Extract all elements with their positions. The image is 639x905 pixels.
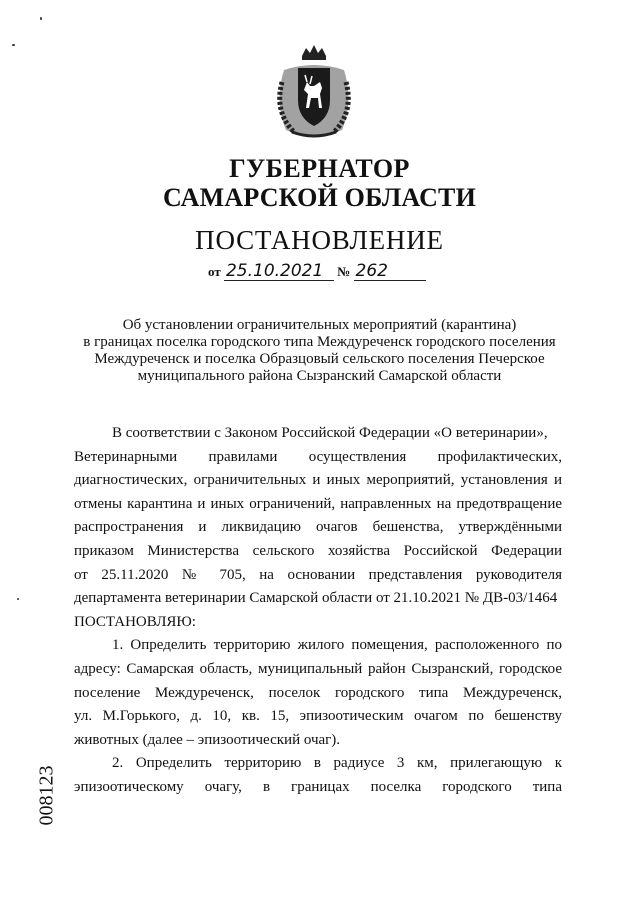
scan-speck [17, 598, 19, 600]
serial-number: 008123 [35, 765, 58, 826]
handwritten-number: 262 [354, 262, 426, 281]
body-line: 1. Определить территорию жилого помещения, расположенного по [112, 637, 562, 654]
body-line: животных (далее – эпизоотический очаг). [74, 731, 341, 748]
subject-line: Междуреченск и поселка Образцовый сельского поселения Печерское [94, 351, 545, 367]
body-line: поселение Междуреченск, поселок городского типа Междуреченск, [74, 684, 562, 701]
serial-number-stamp [32, 764, 62, 832]
handwritten-date: 25.10.2021 [224, 262, 334, 281]
body-line: Ветеринарными правилами осуществления профилактических, [74, 448, 562, 465]
subject-line: муниципального района Сызранский Самарской области [137, 368, 502, 384]
number-label: № [337, 264, 351, 279]
from-label: от [208, 264, 221, 279]
body-line: В соответствии с Законом Российской Федерации «О ветеринарии», [112, 425, 548, 441]
body-line: эпизоотическому очагу, в границах поселка городского типа [74, 778, 562, 795]
document-subject [60, 317, 579, 385]
body-line: приказом Министерства сельского хозяйства Российской Федерации [74, 542, 562, 559]
body-line: от 25.11.2020 № 705, на основании представления руководителя [74, 566, 562, 583]
body-line: распространения и ликвидацию очагов бешенства, утверждёнными [74, 519, 562, 536]
document-body [74, 422, 562, 800]
body-line: 2. Определить территорию в радиусе 3 км, прилегающую к [112, 755, 562, 772]
body-line: департамента ветеринарии Самарской области от 21.10.2021 № ДВ-03/1464 [74, 590, 558, 607]
coat-of-arms-emblem [264, 42, 364, 142]
subject-line: Об установлении ограничительных мероприятий (карантина) [122, 317, 517, 333]
date-number-line [208, 262, 426, 281]
header-line-governor: ГУБЕРНАТОР [229, 154, 410, 183]
body-line: отмены карантина и иных ограничений, направленных на предотвращение [74, 495, 562, 512]
document-type-title: ПОСТАНОВЛЕНИЕ [195, 225, 444, 255]
body-line: адресу: Самарская область, муниципальный район Сызранский, городское [74, 660, 562, 677]
scan-speck [40, 17, 42, 20]
header-line-region: САМАРСКОЙ ОБЛАСТИ [162, 183, 477, 212]
subject-line: в границах поселка городского типа Междуреченск городского поселения [83, 334, 556, 350]
body-line: диагностических, ограничительных и иных мероприятий, установления и [74, 472, 562, 489]
scan-speck [12, 44, 15, 46]
body-line: ул. М.Горького, д. 10, кв. 15, эпизоотическим очагом по бешенству [74, 708, 562, 725]
resolves-heading: ПОСТАНОВЛЯЮ: [74, 613, 196, 630]
